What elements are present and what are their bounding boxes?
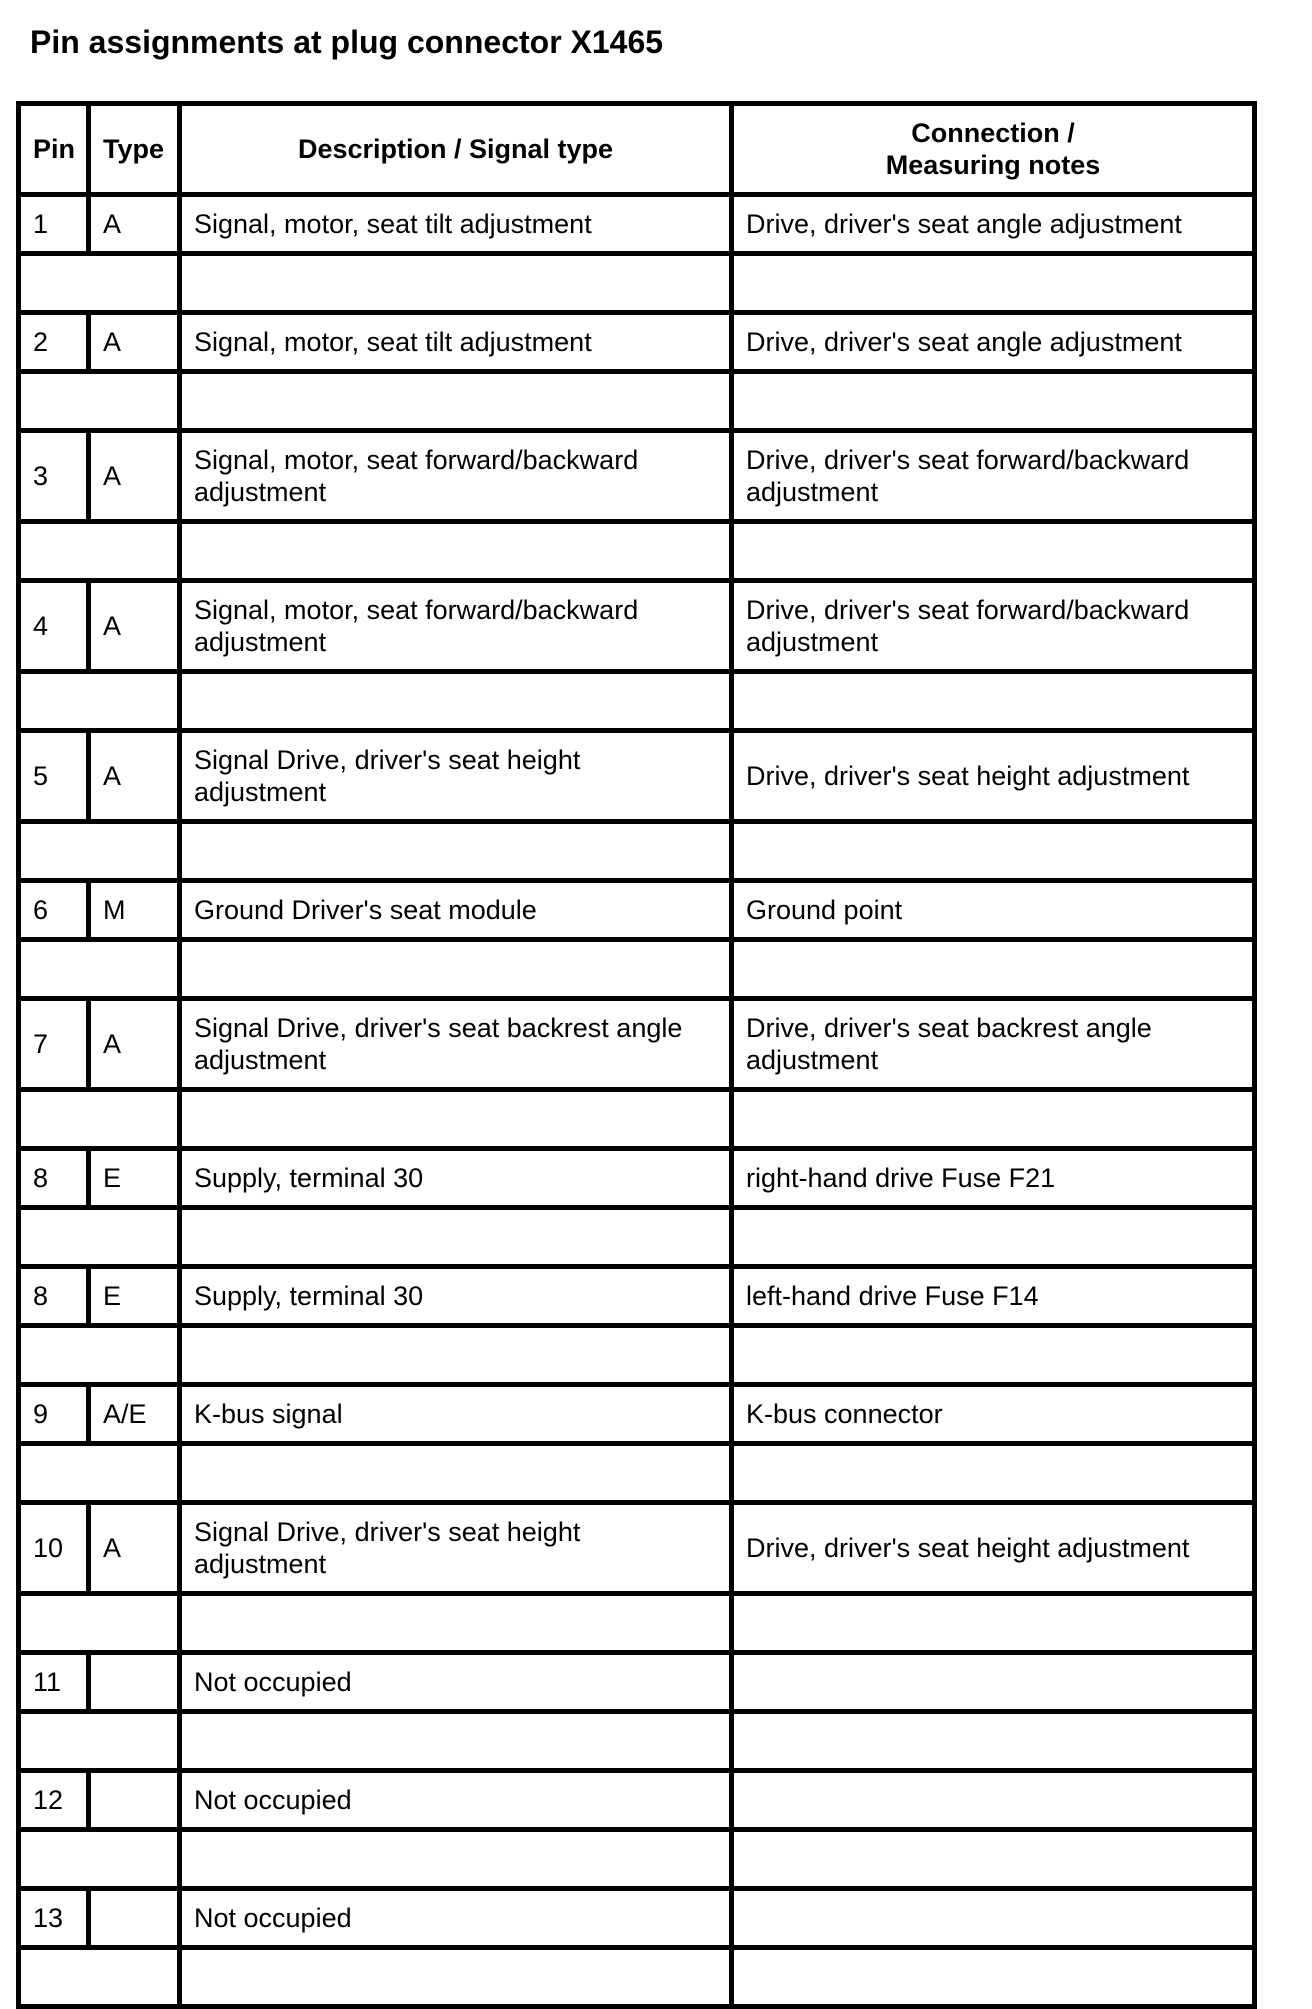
cell-pin: 9 xyxy=(19,1385,89,1444)
table-body xyxy=(19,195,1255,2007)
table-row xyxy=(19,881,1255,940)
table-row xyxy=(19,581,1255,672)
table-spacer-row xyxy=(19,672,1255,731)
spacer-cell-connection xyxy=(732,822,1255,881)
cell-type: A xyxy=(89,431,180,522)
cell-pin: 11 xyxy=(19,1653,89,1712)
spacer-cell-pin-type xyxy=(19,522,180,581)
spacer-cell-description xyxy=(180,372,732,431)
spacer-cell-connection xyxy=(732,1208,1255,1267)
table-spacer-row xyxy=(19,1948,1255,2007)
spacer-cell-connection xyxy=(732,940,1255,999)
cell-description: Ground Driver's seat module xyxy=(180,881,732,940)
table-spacer-row xyxy=(19,1444,1255,1503)
cell-connection xyxy=(732,1771,1255,1830)
cell-description: Signal, motor, seat forward/backward adjustment xyxy=(180,581,732,672)
table-header-row xyxy=(19,104,1255,195)
table-row xyxy=(19,731,1255,822)
cell-type xyxy=(89,1889,180,1948)
spacer-cell-description xyxy=(180,1090,732,1149)
cell-pin: 8 xyxy=(19,1149,89,1208)
cell-description: Signal, motor, seat forward/backward adjustment xyxy=(180,431,732,522)
cell-connection: Drive, driver's seat angle adjustment xyxy=(732,313,1255,372)
spacer-cell-description xyxy=(180,522,732,581)
spacer-cell-connection xyxy=(732,254,1255,313)
table-spacer-row xyxy=(19,372,1255,431)
table-row xyxy=(19,1889,1255,1948)
header-type: Type xyxy=(89,104,180,195)
cell-type: A xyxy=(89,1503,180,1594)
cell-connection: Drive, driver's seat height adjustment xyxy=(732,1503,1255,1594)
cell-description: Supply, terminal 30 xyxy=(180,1149,732,1208)
cell-connection: Drive, driver's seat angle adjustment xyxy=(732,195,1255,254)
cell-description: Not occupied xyxy=(180,1889,732,1948)
header-description: Description / Signal type xyxy=(180,104,732,195)
spacer-cell-description xyxy=(180,822,732,881)
cell-type: A xyxy=(89,581,180,672)
table-spacer-row xyxy=(19,1830,1255,1889)
cell-type: M xyxy=(89,881,180,940)
table-spacer-row xyxy=(19,1326,1255,1385)
cell-connection: Drive, driver's seat height adjustment xyxy=(732,731,1255,822)
spacer-cell-description xyxy=(180,1208,732,1267)
spacer-cell-description xyxy=(180,1326,732,1385)
cell-description: Signal, motor, seat tilt adjustment xyxy=(180,313,732,372)
header-connection-line2: Measuring notes xyxy=(885,150,1101,180)
table-spacer-row xyxy=(19,1208,1255,1267)
spacer-cell-connection xyxy=(732,522,1255,581)
spacer-cell-description xyxy=(180,1712,732,1771)
spacer-cell-description xyxy=(180,1948,732,2007)
cell-connection: Ground point xyxy=(732,881,1255,940)
cell-type: A xyxy=(89,313,180,372)
spacer-cell-description xyxy=(180,1444,732,1503)
cell-pin: 13 xyxy=(19,1889,89,1948)
spacer-cell-connection xyxy=(732,372,1255,431)
spacer-cell-pin-type xyxy=(19,1444,180,1503)
cell-type: A xyxy=(89,731,180,822)
spacer-cell-pin-type xyxy=(19,1326,180,1385)
cell-pin: 5 xyxy=(19,731,89,822)
table-row xyxy=(19,999,1255,1090)
table-row xyxy=(19,1771,1255,1830)
spacer-cell-pin-type xyxy=(19,1090,180,1149)
spacer-cell-description xyxy=(180,940,732,999)
cell-connection: Drive, driver's seat forward/backward adjustment xyxy=(732,431,1255,522)
spacer-cell-description xyxy=(180,1830,732,1889)
table-row xyxy=(19,1503,1255,1594)
cell-pin: 6 xyxy=(19,881,89,940)
spacer-cell-pin-type xyxy=(19,254,180,313)
cell-pin: 4 xyxy=(19,581,89,672)
cell-pin: 10 xyxy=(19,1503,89,1594)
cell-type: A xyxy=(89,999,180,1090)
cell-description: Signal Drive, driver's seat height adjustment xyxy=(180,1503,732,1594)
spacer-cell-connection xyxy=(732,1594,1255,1653)
cell-connection: K-bus connector xyxy=(732,1385,1255,1444)
table-row xyxy=(19,195,1255,254)
spacer-cell-connection xyxy=(732,1326,1255,1385)
spacer-cell-connection xyxy=(732,672,1255,731)
spacer-cell-pin-type xyxy=(19,672,180,731)
header-pin: Pin xyxy=(19,104,89,195)
table-row xyxy=(19,1653,1255,1712)
spacer-cell-connection xyxy=(732,1712,1255,1771)
spacer-cell-pin-type xyxy=(19,1712,180,1771)
cell-type: A/E xyxy=(89,1385,180,1444)
table-spacer-row xyxy=(19,522,1255,581)
table-spacer-row xyxy=(19,822,1255,881)
table-row xyxy=(19,313,1255,372)
cell-description: Not occupied xyxy=(180,1771,732,1830)
spacer-cell-connection xyxy=(732,1830,1255,1889)
cell-pin: 3 xyxy=(19,431,89,522)
cell-connection: Drive, driver's seat backrest angle adjustment xyxy=(732,999,1255,1090)
cell-type: E xyxy=(89,1267,180,1326)
table-spacer-row xyxy=(19,940,1255,999)
table-row xyxy=(19,431,1255,522)
spacer-cell-connection xyxy=(732,1090,1255,1149)
cell-type xyxy=(89,1771,180,1830)
table-spacer-row xyxy=(19,1594,1255,1653)
page-title: Pin assignments at plug connector X1465 xyxy=(30,24,664,60)
header-connection xyxy=(732,104,1255,195)
cell-description: Supply, terminal 30 xyxy=(180,1267,732,1326)
spacer-cell-pin-type xyxy=(19,372,180,431)
table-spacer-row xyxy=(19,254,1255,313)
spacer-cell-pin-type xyxy=(19,940,180,999)
spacer-cell-connection xyxy=(732,1444,1255,1503)
cell-connection: left-hand drive Fuse F14 xyxy=(732,1267,1255,1326)
table-spacer-row xyxy=(19,1090,1255,1149)
cell-pin: 7 xyxy=(19,999,89,1090)
cell-description: K-bus signal xyxy=(180,1385,732,1444)
cell-type xyxy=(89,1653,180,1712)
table-spacer-row xyxy=(19,1712,1255,1771)
cell-description: Signal, motor, seat tilt adjustment xyxy=(180,195,732,254)
spacer-cell-description xyxy=(180,672,732,731)
cell-pin: 1 xyxy=(19,195,89,254)
cell-pin: 12 xyxy=(19,1771,89,1830)
spacer-cell-pin-type xyxy=(19,1830,180,1889)
spacer-cell-pin-type xyxy=(19,822,180,881)
spacer-cell-pin-type xyxy=(19,1594,180,1653)
cell-pin: 8 xyxy=(19,1267,89,1326)
cell-connection xyxy=(732,1653,1255,1712)
cell-description: Not occupied xyxy=(180,1653,732,1712)
spacer-cell-pin-type xyxy=(19,1948,180,2007)
spacer-cell-description xyxy=(180,254,732,313)
table-row xyxy=(19,1267,1255,1326)
cell-type: A xyxy=(89,195,180,254)
spacer-cell-connection xyxy=(732,1948,1255,2007)
table-row xyxy=(19,1149,1255,1208)
spacer-cell-description xyxy=(180,1594,732,1653)
table-row xyxy=(19,1385,1255,1444)
cell-connection: Drive, driver's seat forward/backward adjustment xyxy=(732,581,1255,672)
pin-assignment-table xyxy=(16,101,1257,2009)
cell-type: E xyxy=(89,1149,180,1208)
cell-description: Signal Drive, driver's seat height adjustment xyxy=(180,731,732,822)
header-connection-line1: Connection / xyxy=(911,118,1075,148)
cell-connection: right-hand drive Fuse F21 xyxy=(732,1149,1255,1208)
cell-pin: 2 xyxy=(19,313,89,372)
spacer-cell-pin-type xyxy=(19,1208,180,1267)
cell-connection xyxy=(732,1889,1255,1948)
cell-description: Signal Drive, driver's seat backrest angle adjustment xyxy=(180,999,732,1090)
